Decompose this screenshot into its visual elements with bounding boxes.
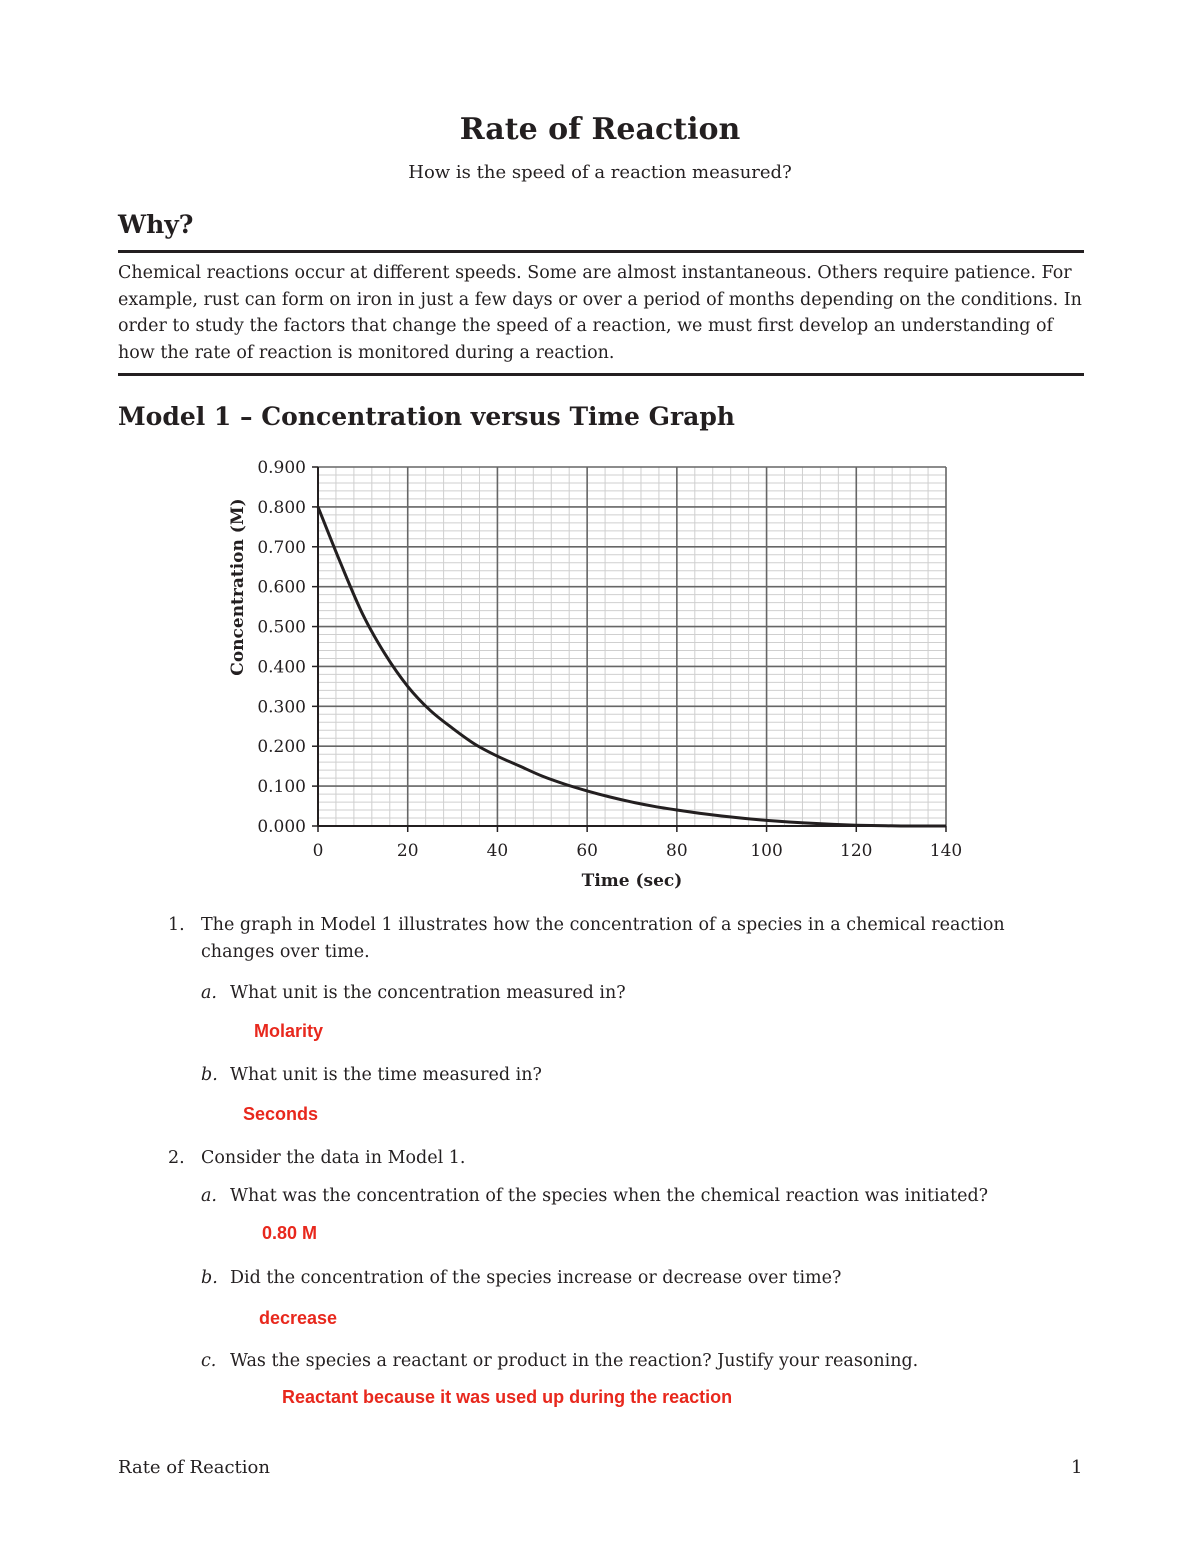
minor-grid: [318, 467, 946, 826]
q2-text: Consider the data in Model 1.: [201, 1148, 466, 1168]
footer-title: Rate of Reaction: [118, 1457, 270, 1478]
q2b-text: Did the concentration of the species increase or decrease over time?: [230, 1268, 842, 1288]
x-tick-label: 40: [486, 841, 509, 861]
x-tick-label: 120: [840, 841, 873, 861]
x-tick-label: 0: [312, 841, 324, 861]
q2c-text: Was the species a reactant or product in the reaction? Justify your reasoning.: [230, 1351, 919, 1371]
y-tick-label: 0.900: [257, 458, 306, 478]
y-tick-label: 0.300: [257, 697, 306, 718]
page-number: 1: [1071, 1457, 1083, 1478]
y-tick-label: 0.200: [257, 737, 306, 758]
x-tick-label: 140: [929, 841, 963, 861]
y-tick-label: 0.000: [257, 817, 306, 837]
page-title: Rate of Reaction: [459, 112, 741, 147]
y-tick-label: 0.700: [257, 537, 306, 558]
q1a-text: What unit is the concentration measured in?: [230, 983, 626, 1003]
q1-number: 1.: [168, 915, 185, 935]
y-axis-label: Concentration (M): [228, 498, 248, 676]
q1-text: The graph in Model 1 illustrates how the concentration of a species in a chemical reaction changes over time.: [201, 915, 1005, 962]
q1a-letter: a.: [201, 983, 217, 1003]
q2b-answer: decrease: [259, 1308, 338, 1328]
y-tick-label: 0.800: [257, 497, 306, 518]
q1b-answer: Seconds: [243, 1104, 319, 1124]
y-tick-label: 0.600: [257, 577, 306, 598]
major-grid: [318, 467, 946, 826]
concentration-time-chart: [0, 440, 1200, 900]
y-tick-label: 0.400: [257, 657, 306, 678]
q2c-answer: Reactant because it was used up during the reaction: [282, 1387, 733, 1407]
top-divider: [118, 250, 1084, 253]
q1b-text: What unit is the time measured in?: [230, 1065, 542, 1085]
q1b-letter: b.: [201, 1065, 218, 1085]
q2-number: 2.: [168, 1148, 185, 1168]
y-tick-label: 0.500: [257, 617, 306, 638]
why-body: Chemical reactions occur at different speeds. Some are almost instantaneous. Others require patience. For example, rust can form on iron in just a few days or over a period of months depending on the conditions. In order to study the factors that change the speed of a reaction, we must first develop an understanding of how the rate of reaction is monitored during a reaction.: [118, 263, 1082, 363]
page-subtitle: How is the speed of a reaction measured?: [408, 162, 792, 183]
q2a-answer: 0.80 M: [262, 1223, 318, 1243]
x-tick-label: 20: [396, 841, 419, 861]
q2c-letter: c.: [201, 1351, 217, 1371]
x-tick-label: 60: [576, 841, 598, 861]
q2a-letter: a.: [201, 1186, 217, 1206]
y-tick-label: 0.100: [257, 777, 306, 798]
bottom-divider: [118, 373, 1084, 376]
x-tick-label: 100: [750, 841, 783, 861]
x-axis-label: Time (sec): [581, 871, 683, 891]
q2a-text: What was the concentration of the species when the chemical reaction was initiated?: [230, 1186, 989, 1206]
model-heading: Model 1 – Concentration versus Time Graph: [118, 402, 735, 431]
q2b-letter: b.: [201, 1268, 218, 1288]
q1a-answer: Molarity: [254, 1021, 324, 1041]
why-heading: Why?: [118, 210, 194, 239]
x-tick-label: 80: [666, 841, 688, 861]
